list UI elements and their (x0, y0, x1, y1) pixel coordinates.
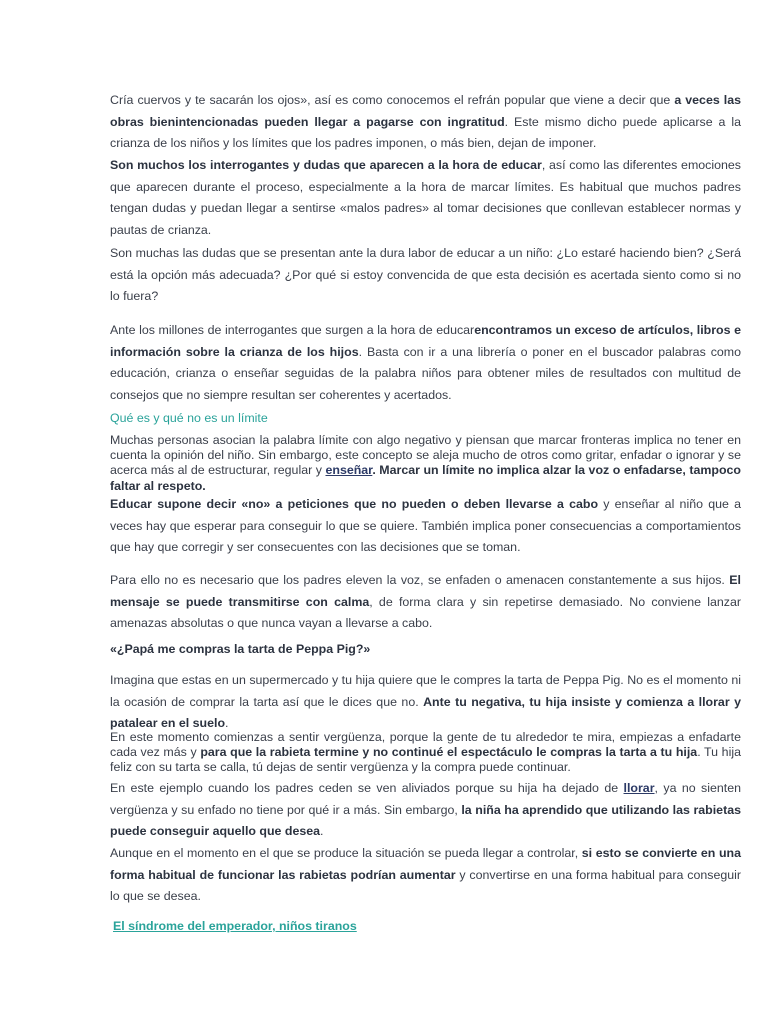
paragraph-limite (110, 433, 741, 494)
text: , así como las diferentes emociones que aparecen durante el proceso, especialmente a la hora de marcar límites. Es habitual que muchos padres tengan dudas y puedan llegar a sentirse «malos padres» al tomar decisiones que conllevan establecer normas y pautas de crianza. (110, 158, 741, 237)
text: . Este mismo dicho puede aplicarse a la crianza de los niños y los límites que los padres imponen, o más bien, dejan de imponer. (110, 114, 741, 151)
text: Aunque en el momento en el que se produce la situación se pueda llegar a controlar, (110, 846, 582, 860)
paragraph-refran (110, 90, 741, 155)
paragraph-interrogantes (110, 155, 741, 241)
text: . (320, 824, 324, 839)
text: , de forma clara y sin repetirse demasiado. No conviene lanzar amenazas absolutas o que nunca vayan a llevarse a cabo. (110, 594, 742, 631)
section-heading-limite (110, 411, 741, 425)
text: En este momento comienzas a sentir vergüenza, porque la gente de tu alrededor te mira, empiezas a enfadarte cada vez más y (110, 730, 741, 760)
bold-text: a veces las obras bienintencionadas pueden llegar a pagarse con ingratitud (110, 93, 741, 129)
link-ensenar[interactable]: enseñar (325, 463, 373, 478)
text: y enseñar al niño que a veces hay que esperar para conseguir lo que se quiere. También implica poner consecuencias a comportamientos que hay que corregir y ser consecuentes con las decisiones que se toman. (110, 497, 741, 555)
paragraph-ceden (110, 778, 741, 843)
text: Imagina que estas en un supermercado y tu hija quiere que le compres la tarta de Peppa Pig. No es el momento ni la ocasión de comprar la tarta así que le dices que no. (110, 673, 741, 709)
paragraph-supermercado (110, 670, 741, 735)
text: y convertirse en una forma habitual para conseguir lo que se desea. (110, 867, 742, 904)
paragraph-voz (110, 570, 741, 635)
text: Ante los millones de interrogantes que surgen a la hora de educar (110, 323, 475, 337)
bold-text: si esto se convierte en una forma habitual de funcionar las rabietas podrían aumentar (110, 846, 742, 882)
section-heading-emperador (113, 917, 744, 935)
bold-text: Ante tu negativa, tu hija insiste y comienza a llorar y patalear en el suelo (110, 694, 741, 731)
link-llorar[interactable]: llorar (623, 781, 655, 795)
text: Para ello no es necesario que los padres eleven la voz, se enfaden o amenacen constantemente a sus hijos. (110, 573, 730, 587)
text: Son muchas las dudas que se presentan ante la dura labor de educar a un niño: ¿Lo estaré haciendo bien? ¿Será está la opción más adecuada? ¿Por qué si estoy convencida de que esta decisión es acertada siento como si no lo fuera? (110, 246, 741, 304)
paragraph-verguenza (110, 730, 741, 776)
heading: «¿Papá me compras la tarta de Peppa Pig?» (110, 642, 371, 656)
paragraph-educar (110, 494, 741, 559)
paragraph-exceso (110, 320, 741, 406)
text: . (225, 716, 229, 731)
text: Cría cuervos y te sacarán los ojos», así es como conocemos el refrán popular que viene a decir que (110, 93, 675, 107)
text: , ya no sienten vergüenza y su enfado no tiene por qué ir a más. Sin embargo, (110, 781, 741, 817)
bold-text: . Marcar un límite no implica alzar la voz o enfadarse, tampoco faltar al respeto. (110, 463, 741, 493)
text: En este ejemplo cuando los padres ceden se ven aliviados porque su hija ha dejado de (110, 781, 624, 795)
bold-text: la niña ha aprendido que utilizando las rabietas puede conseguir aquello que desea (110, 802, 741, 839)
bold-text: para que la rabieta termine y no continué el espectáculo le compras la tarta a tu hija (200, 745, 698, 760)
paragraph-dudas (110, 243, 741, 308)
text: Muchas personas asocian la palabra límite con algo negativo y piensan que marcar fronteras implica no tener en cuenta la opinión del niño. Sin embargo, este concepto se aleja mucho de otros como gritar, enfadar o ignorar y se acerca más al de estructurar, regular y (110, 433, 741, 478)
text: . Tu hija feliz con su tarta se calla, tú dejas de sentir vergüenza y la compra puede continuar. (110, 745, 741, 775)
bold-text: El mensaje se puede transmitirse con calma (110, 573, 741, 609)
bold-text: Educar supone decir «no» a peticiones que no pueden o deben llevarse a cabo (110, 497, 599, 511)
link-sindrome-emperador[interactable]: El síndrome del emperador, niños tiranos (113, 919, 357, 933)
section-heading-peppa (110, 642, 741, 656)
text: . Basta con ir a una librería o poner en el buscador palabras como educación, crianza o enseñar seguidas de la palabra niños para obtener miles de resultados con multitud de consejos que no siempre resultan ser coherentes y acertados. (110, 344, 742, 402)
paragraph-controlar (110, 843, 741, 908)
bold-text: Son muchos los interrogantes y dudas que aparecen a la hora de educar (110, 158, 542, 172)
bold-text: encontramos un exceso de artículos, libros e información sobre la crianza de los hijos (110, 323, 742, 359)
heading: Qué es y qué no es un límite (110, 411, 268, 425)
